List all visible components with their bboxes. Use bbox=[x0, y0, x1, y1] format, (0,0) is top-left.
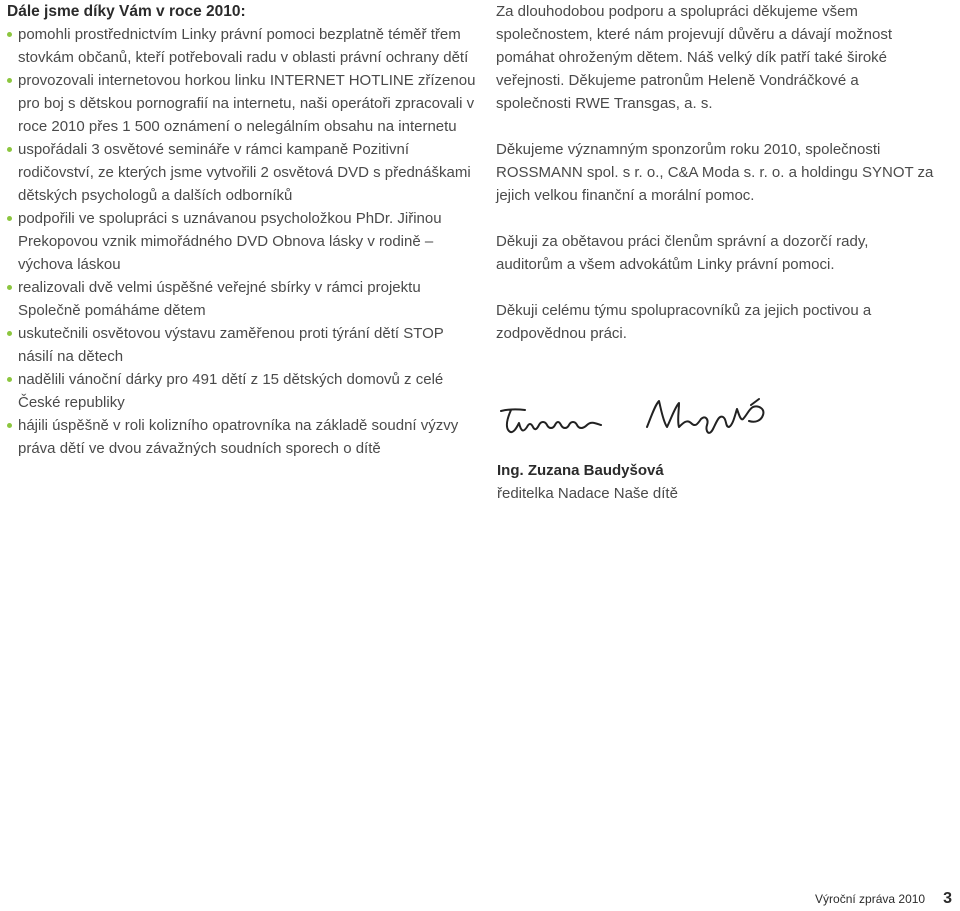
list-item bbox=[7, 276, 477, 322]
bullet-icon bbox=[7, 78, 12, 83]
handwritten-signature bbox=[497, 397, 787, 447]
page-footer bbox=[815, 887, 952, 911]
list-item-text: provozovali internetovou horkou linku INTERNET HOTLINE zřízenou pro boj s dětskou pornografií na internetu, naši operátoři zpracovali v roce 2010 přes 1 500 oznámení o nelegálním obsahu na internetu bbox=[18, 72, 476, 135]
thanks-paragraph-partners: Za dlouhodobou podporu a spolupráci děkujeme všem společnostem, které nám projevují důvěru a dávají možnost pomáhat ohroženým dětem. Náš velký dík patří také široké veřejnosti. Děkujeme patronům Heleně Vondráčkové a společnosti RWE Transgas, a. s. bbox=[496, 3, 893, 112]
list-item-text: uspořádali 3 osvětové semináře v rámci kampaně Pozitivní rodičovství, ze kterých jsme vytvořili 2 osvětová DVD s přednáškami dětských psychologů a dalších odborníků bbox=[18, 141, 471, 204]
bullet-icon bbox=[7, 32, 12, 37]
list-item bbox=[7, 23, 477, 69]
thanks-paragraph-sponsors: Děkujeme významným sponzorům roku 2010, společnosti ROSSMANN spol. s r. o., C&A Moda s. r. o. a holdingu SYNOT za jejich velkou finanční a morální pomoc. bbox=[496, 141, 934, 204]
list-item bbox=[7, 138, 477, 207]
footer-title: Výroční zpráva 2010 bbox=[815, 892, 926, 906]
bullet-icon bbox=[7, 377, 12, 382]
bullet-icon bbox=[7, 147, 12, 152]
list-item bbox=[7, 69, 477, 138]
right-column bbox=[496, 0, 936, 368]
list-item-text: nadělili vánoční dárky pro 491 dětí z 15 dětských domovů z celé České republiky bbox=[18, 371, 444, 411]
page-number: 3 bbox=[943, 890, 952, 907]
bullet-icon bbox=[7, 331, 12, 336]
signer-block bbox=[497, 459, 897, 505]
list-item-text: podpořili ve spolupráci s uznávanou psycholožkou PhDr. Jiřinou Prekopovou vznik mimořádného DVD Obnova lásky v rodině – výchova láskou bbox=[18, 210, 442, 273]
section-heading: Dále jsme díky Vám v roce 2010: bbox=[7, 3, 246, 20]
bullet-icon bbox=[7, 423, 12, 428]
list-item-text: pomohli prostřednictvím Linky právní pomoci bezplatně téměř třem stovkám občanů, kteří potřebovali radu v oblasti právní ochrany dětí bbox=[18, 26, 469, 66]
list-item-text: uskutečnili osvětovou výstavu zaměřenou proti týrání dětí STOP násilí na dětech bbox=[18, 325, 444, 365]
bullet-icon bbox=[7, 216, 12, 221]
list-item-text: realizovali dvě velmi úspěšné veřejné sbírky v rámci projektu Společně pomáháme dětem bbox=[18, 279, 421, 319]
achievements-list bbox=[7, 23, 477, 460]
list-item bbox=[7, 414, 477, 460]
left-column bbox=[7, 0, 477, 460]
list-item bbox=[7, 207, 477, 276]
bullet-icon bbox=[7, 285, 12, 290]
signer-role: ředitelka Nadace Naše dítě bbox=[497, 485, 678, 502]
thanks-paragraph-board: Děkuji za obětavou práci členům správní a dozorčí rady, auditorům a všem advokátům Linky právní pomoci. bbox=[496, 233, 869, 273]
list-item-text: hájili úspěšně v roli kolizního opatrovníka na základě soudní výzvy práva dětí ve dvou závažných soudních sporech o dítě bbox=[18, 417, 459, 457]
list-item bbox=[7, 368, 477, 414]
list-item bbox=[7, 322, 477, 368]
signer-name: Ing. Zuzana Baudyšová bbox=[497, 462, 664, 479]
thanks-paragraph-team: Děkuji celému týmu spolupracovníků za jejich poctivou a zodpovědnou práci. bbox=[496, 302, 872, 342]
